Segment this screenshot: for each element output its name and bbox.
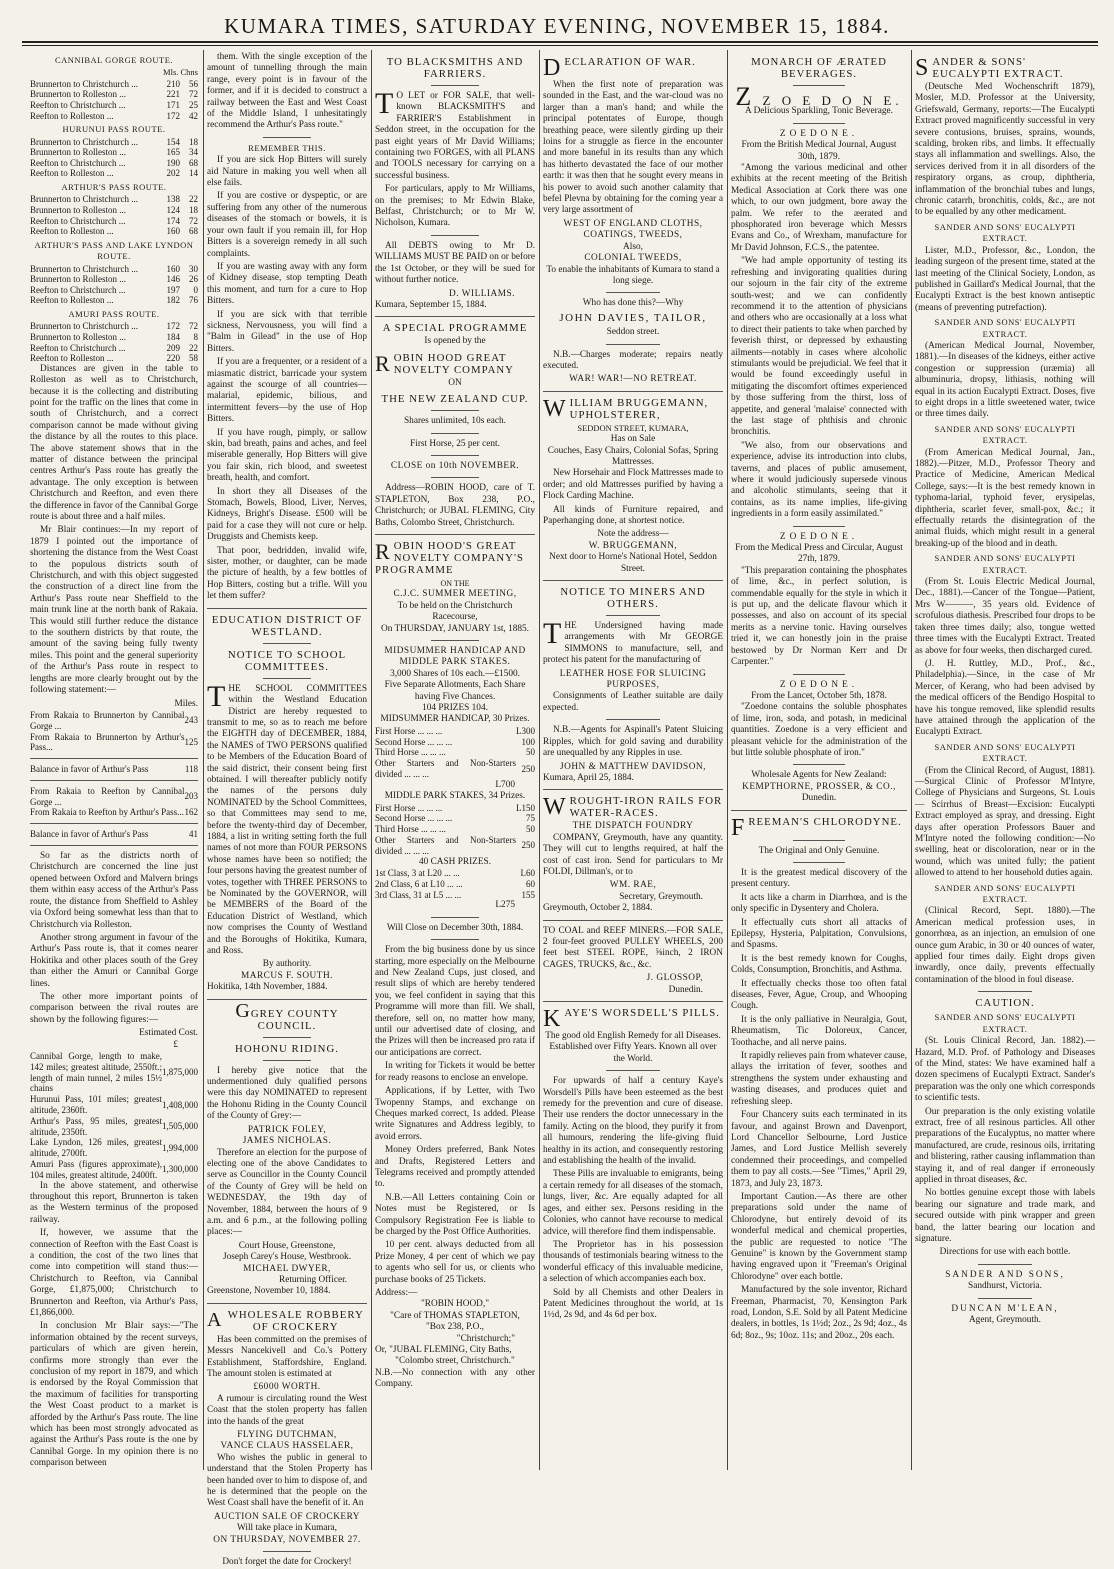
eucalypti-testimonial: (From the Clinical Record, of August, 1881).—Surgical Clinic of Professor M'Intyre, College of Physicians and Surgeons, St. Louis — Scirrhus of Breast—Excision: Eucalypti Extract employed as spray, and dressing. Eight days after operation Professors Bauer and M'Intyre noted the following condition:—No swelling, heat or discoloration, near or in the wound, which was united fully; the patient allowed to attend to her household duties again. (915, 765, 1095, 879)
bruggemann-body: All kinds of Furniture repaired, and Paperhanging done, at shortest notice. (543, 504, 723, 526)
notice-date: Hokitika, 14th November, 1884. (207, 982, 328, 993)
hohonu-heading: HOHONU RIDING. (235, 1042, 339, 1055)
chlorodyne-paragraph: It effectually checks those too often fatal diseases, Fever, Ague, Croup, and Whooping Cough. (731, 978, 907, 1012)
note-address: Note the address— (597, 529, 669, 540)
handicap-heading: MIDSUMMER HANDICAP, 30 Prizes. (380, 714, 530, 725)
zoedone-source: From the British Medical Journal, August 30th, 1879. (741, 140, 897, 162)
zoedone-testimonial (731, 163, 907, 521)
monarch-heading: MONARCH OF ÆRATED BEVERAGES. (751, 56, 887, 80)
advert-paragraph: If you are costive or dyspeptic, or are suffering from any other of the numerous diseases of the stomach or bowels, it is your own fault if you remain ill, for Hop Bitters is a sovereign remedy in all such complaints. (207, 191, 367, 259)
testimonial-paragraph: "We also, from our observations and experience, advise its introduction into clubs, taverns, and places of public amusement, where it would judiciously supersede vinous and alcoholic stimulants, seeing that it contains, as its name implies, life-giving ingredients in a form easily assimilated." (731, 440, 907, 520)
shares-line: 3,000 Shares of 10s each.—£1500. (390, 668, 520, 679)
nominee: PATRICK FOLEY, (247, 1124, 327, 1135)
rails-body: COMPANY, Greymouth, have any quantity. They will cut to lengths required, at half the cost of cast iron. Send for particulars to Mr FOLDI, Dillman's, or to (543, 832, 723, 877)
blacksmith-body: O LET or FOR SALE, that well-known BLACKSMITH'S and FARRIER'S Establishment in Seddon street, in the occupation for the past eight years of Mr David Williams; containing two FORGES, with all PLANS and TOOLS necessary for carrying on a successful business. (375, 91, 535, 181)
estimated-cost-header: Estimated Cost. (139, 1028, 198, 1039)
address-line: "Colombo street, Christchurch." (395, 1356, 515, 1367)
article-paragraph: In conclusion Mr Blair says:—"The information obtained by the recent surveys, particulars of which are given herein, confirms more strongly than ever the conclusion of my report in 1879, and which is endorsed by the Royal Commission that the maximum of facilities for transporting the West Coast product to a market is afforded by the Arthur's Pass route. The line which has been most strongly advocated as against the Arthur's Pass route is the one by Cannibal Gorge. In my opinion there is no comparison between (30, 1321, 198, 1469)
route-row: Reefton to Rolleston ... 182 76 (30, 295, 198, 306)
units-label: Mls. Chns (163, 67, 198, 78)
education-heading: EDUCATION DISTRICT OF WESTLAND. (211, 613, 363, 638)
chlorodyne-paragraph: Important Caution.—As there are other preparations sold under the name of Chlorodyne, but entirely devoid of its wonderful medical and chemical properties, the public are requested to notice "The Genuine" is known by the Government stamp having engraved upon it "Freeman's Original Chlorodyne" over each bottle. (731, 1191, 907, 1282)
venue-line: To be held on the Christchurch Racecourse, (397, 600, 513, 623)
route-row: Reefton to Christchurch ... 209 22 (30, 342, 198, 353)
route-row: Brunnerton to Rolleston ... 146 26 (30, 274, 198, 285)
kaye-paragraph: These Pills are invaluable to emigrants, being a certain remedy for all diseases of the stomach, lungs, liver, &c. Are equally adapted for all ages, and either sex. Persons residing in the Colonies, who cannot have recourse to medical advice, will therefore find them indispensable. (543, 1169, 723, 1237)
auction-heading: AUCTION SALE OF CROCKERY (213, 1511, 361, 1522)
cash-prize-table (375, 868, 535, 900)
robbery-body: Has been committed on the premises of Messrs Nancekivell and Co.'s Pottery Establishment, Staffordshire, England. The amount stolen is estimated at (207, 1334, 367, 1379)
route-row: Reefton to Christchurch ... 197 0 (30, 284, 198, 295)
bruggemann-heading: WILLIAM BRUGGEMANN, UPHOLSTERER, (543, 395, 709, 422)
balance-row: From Rakaia to Reefton by Arthur's Pass... 162 (30, 807, 198, 818)
blacksmith-body: For particulars, apply to Mr Williams, on the premises; to Mr Edwin Blake, Belfast, Christchurch; or to Mr W. Nicholson, Kumara. (375, 184, 535, 229)
furniture-items: Couches, Easy Chairs, Colonial Sofas, Spring Mattresses. (547, 445, 719, 467)
auction-place: Will take place in Kumara, (236, 1523, 338, 1534)
special-programme-heading: A SPECIAL PROGRAMME (382, 322, 528, 335)
by-authority: By authority. (262, 959, 312, 970)
balance-table (30, 710, 198, 753)
enable-line: To enable the inhabitants of Kumara to stand a long siege. (546, 264, 720, 286)
polling-place: Court House, Greenstone, (238, 1240, 336, 1251)
eucalypti-testimonial: Lister, M.D., Professor, &c., London, the leading surgeon of the present time, stated at the last meeting of the Clinical Society, London, as published in Gaillard's Medical Journal, that the Eucalypti Extract is the best known antiseptic (means of preventing putrefaction). (915, 245, 1095, 313)
nominee: JAMES NICHOLAS. (242, 1136, 332, 1147)
signatory: D. WILLIAMS. (449, 288, 515, 299)
who-line: Who has done this?—Why (582, 298, 684, 309)
kaye-body (543, 1076, 723, 1322)
tailor-name: JOHN DAVIES, TAILOR, (559, 311, 707, 324)
cost-row: Hurunui Pass, 101 miles; greatest altitude, 2360ft. 1,408,000 (30, 1094, 198, 1115)
freeman-sub: The Original and Only Genuine. (758, 845, 880, 856)
address-line: "Box 238, P.O., (425, 1322, 485, 1333)
programme-paragraph: From the big business done by us since starting, more especially on the Melbourne and New Zealand Cups, just closed, and result slips of which are hereby tendered you, we feel confident in saying that this Programme will more than fill. We shall, therefore, sell on, no matter how many, until our advertised date of closing, and the Prizes will then be increased pro rata if our anticipations are correct. (375, 945, 535, 1058)
route-row: Brunnerton to Christchurch ... 160 30 (30, 263, 198, 274)
tailor-address: Seddon street. (606, 327, 660, 338)
advert-paragraph: If you are sick with that terrible sickness, Nervousness, you will find a "Balm in Gilead" in the use of Hop Bitters. (207, 309, 367, 354)
chlorodyne-paragraph: Four Chancery suits each terminated in its favour, and against Brown and Davenport, Lord Chancellor Selbourne, Lord Justice James, and Lord Justice Mellish severely condemned their proceedings, and compelled them to pay all costs.—See "Times," April 29, 1873, and July 23, 1873. (731, 1110, 907, 1189)
route-table-amuri (30, 321, 198, 363)
prize-row: First Horse ... ... ... L300 (375, 725, 535, 736)
route-table-lyndon (30, 264, 198, 306)
prize-row: 2nd Class, 6 at L10 ... ... 60 (375, 878, 535, 889)
robbery-body: Who wishes the public in general to understand that the Stolen Property has been handed over to him to dispose of, and he is determined that the people on the West Coast shall have the benefit of it. An (207, 1452, 367, 1509)
robbery-heading: AWHOLESALE ROBBERY OF CROCKERY (207, 1308, 364, 1333)
article-paragraph: In the above statement, and otherwise throughout this report, Brunnerton is taken as the Western terminus of the proposed railway. (30, 1180, 198, 1225)
robbery-body: A rumour is circulating round the West Coast that the stolen property has fallen into the hands of the great (207, 1393, 367, 1427)
blacksmith-body: All DEBTS owing to Mr D. WILLIAMS MUST BE PAID on or before the 1st October, or they will be sued for without further notice. (375, 240, 535, 286)
route-table-hurunui (30, 137, 198, 179)
vance-name: VANCE CLAUS HASSELAER, (220, 1441, 354, 1452)
bruggemann-body: New Horsehair and Flock Mattresses made to order; and old Mattresses purified by having a Flock Carding Machine. (543, 468, 723, 502)
agents-place: Dunedin. (801, 793, 837, 804)
testimonial-paragraph: "Among the various medicinal and other exhibits at the recent meeting of the British Medical Association at Cork there was one which, to our own judgment, bore away the palm. We refer to the æerated and phosphorated iron beverage which Messrs Evans and Co., of Wrexham, manufacture for Mr David Johnson, F.C.S., the patentee. (731, 163, 907, 253)
route-heading: HURUNUI PASS ROUTE. (62, 124, 166, 135)
route-row: Brunnerton to Christchurch ... 210 56 (30, 78, 198, 89)
route-row: Reefton to Rolleston ... 220 58 (30, 353, 198, 364)
signatory: J. GLOSSOP, (646, 973, 703, 984)
grey-notice-body: Therefore an election for the purpose of electing one of the above Candidates to serve as Councillor in the County Council of the County of Grey will be held on WEDNESDAY, the 19th day of November, 1884, between the hours of 9 a.m. and 6 p.m., at the following polling places:— (207, 1147, 367, 1238)
column-divider (203, 50, 204, 1470)
chlorodyne-paragraph: It is the best remedy known for Coughs, Colds, Consumption, Bronchitis, and Asthma. (731, 953, 907, 976)
auction-footer: Don't forget the date for Crockery! (222, 1557, 352, 1568)
eucalypti-heading: SANDER AND SONS' EUCALYPTI EXTRACT. (934, 882, 1076, 905)
notice-heading: NOTICE TO SCHOOL COMMITTEES. (227, 648, 347, 673)
prize-total: L275 (495, 900, 515, 911)
colonial-tweeds: COLONIAL TWEEDS, (584, 253, 682, 264)
masthead (0, 0, 1114, 44)
nb-line: N.B.—No connection with any other Company. (375, 1367, 535, 1390)
allotments-line: Five Separate Allotments, Each Share having Five Chances. (384, 680, 526, 702)
zoedone-testimonial: "Zoedone contains the soluble phosphates of lime, iron, soda, and potash, in medicinal quantities. Zoedone is a very efficient and pleasant vehicle for the administration of the but little soluble phosphate of iron." (731, 702, 907, 758)
balance-row: From Rakaia to Brunnerton by Cannibal Gorge ... 243 (30, 709, 198, 731)
route-row: Reefton to Rolleston ... 160 68 (30, 226, 198, 237)
route-table-cannibal (30, 79, 198, 121)
address-line: Address—ROBIN HOOD, care of T. STAPLETON, Box 238, P.O., Christchurch; or JUBAL FLEMING, City Baths, Colombo Street, Christchurch. (375, 483, 535, 528)
agents-label: Wholesale Agents for New Zealand: (751, 770, 887, 781)
route-heading: ARTHUR'S PASS ROUTE. (61, 181, 167, 192)
signatory: W. BRUGGEMANN, (588, 540, 678, 551)
route-table-arthurs (30, 194, 198, 236)
prize-row: Third Horse ... ... ... 50 (375, 747, 535, 758)
address-line: Or, "JUBAL FLEMING, City Baths, (375, 1345, 512, 1356)
miners-body: HE Undersigned having made arrangements with Mr GEORGE SIMMONS to manufacture, sell, and protect his patent for the manufacturing of (543, 621, 723, 666)
freeman-heading: FREEMAN'S CHLORODYNE. (731, 814, 902, 841)
route-row: Reefton to Christchurch ... 171 25 (30, 100, 198, 110)
article-paragraph: If, however, we assume that the connection of Reefton with the East Coast is a condition, the cost of the two lines that come into competition will stand thus:—Christchurch to Reefton, via Cannibal Gorge, £1,875,000; Christchurch to Brunnerton and Reefton, via Arthur's Pass, £1,866,000. (30, 1228, 198, 1319)
cost-row: Arthur's Pass, 95 miles, greatest altitude, 2350ft. 1,505,000 (30, 1115, 198, 1137)
article-paragraph: Another strong argument in favour of the Arthur's Pass route is, that it comes nearer Hokitika and other places south of the Grey than either the Amuri or Cannibal Gorge lines. (30, 932, 198, 989)
close-date: Will Close on December 30th, 1884. (386, 922, 524, 933)
miners-heading: NOTICE TO MINERS AND OTHERS. (560, 586, 706, 611)
route-row: Brunnerton to Rolleston ... 184 8 (30, 331, 198, 342)
chlorodyne-paragraph: It effectually cuts short all attacks of Epilepsy, Hysteria, Palpitation, Convulsions, and Spasms. (731, 917, 907, 951)
notice-date: Greenstone, November 10, 1884. (207, 1286, 331, 1297)
rails-heading: WROUGHT-IRON RAILS FOR WATER-RACES. (543, 794, 723, 821)
eucalypti-heading: SANDER AND SONS' EUCALYPTI EXTRACT. (934, 1012, 1076, 1034)
route-heading: AMURI PASS ROUTE. (68, 308, 160, 319)
prize-row: Other Starters and Non-Starters divided ... ... ... 250 (375, 835, 535, 856)
masthead-rule-thin (22, 45, 1098, 46)
eucalypti-testimonial: (Deutsche Med Wochenschrift 1879), Mosler, M.D. Professor at the University, Griefswald, Germany, reports:—The Eucalypti Extract proved magnificently successful in very severe contusions, bruises, sprains, wounds, scalding, broken ribs, and limbs. It effectually stays all inflammation and swellings. Also, the services derived from it in all disorders of the respiratory organs, as croup, diphtheria, inflammation of the bronchial tubes and lungs, chronic catarrh, bronchitis, colds, &c., are not to be equalled by any other medicament. (915, 82, 1095, 218)
cost-row: Cannibal Gorge, length to make, 142 miles; greatest altitude, 2550ft.; length of main tunnel, 2 miles 15½ chains 1,875,000 (30, 1050, 198, 1094)
notice-date: Kumara, April 25, 1884. (543, 772, 634, 783)
column-divider (911, 50, 912, 1470)
sander-heading: SANDER & SONS' EUCALYPTI EXTRACT. (915, 55, 1064, 81)
pound-sign: £ (173, 1039, 178, 1050)
leather-hose: LEATHER HOSE FOR SLUICING PURPOSES, (559, 668, 707, 691)
grey-notice-body: I hereby give notice that the undermentioned duly qualified persons were this day NOMINATED to represent the Hohonu Riding in the County Council of the County of Grey:— (207, 1065, 367, 1122)
shares-line: Shares unlimited, 10s each. (404, 416, 506, 427)
route-row: Reefton to Rolleston ... 172 42 (30, 110, 198, 121)
cost-row: Amuri Pass (figures approximate), 104 miles, greatest altitude, 2400ft. 1,300,000 (30, 1158, 198, 1180)
route-row: Brunnerton to Rolleston ... 165 34 (30, 147, 198, 158)
eucalypti-heading: SANDER AND SONS' EUCALYPTI EXTRACT. (934, 553, 1076, 575)
kaye-sub: The good old English Remedy for all Diseases. (545, 1031, 721, 1041)
miners-body: Consignments of Leather suitable are daily expected. (543, 691, 723, 713)
on-the-label: ON THE (440, 578, 470, 588)
eucalypti-heading: SANDER AND SONS' EUCALYPTI EXTRACT. (934, 317, 1076, 339)
nz-cup-heading: THE NEW ZEALAND CUP. (381, 393, 529, 406)
chlorodyne-paragraph: Manufactured by the sole inventor, Richard Freeman, Pharmacist, 70, Kensington Park road, London, S.E. Sold by all Patent Medicine dealers, in bottles, 1s 1½d; 2oz., 2s 9d; 4oz., 4s 6d; 8oz., 9s; 10oz. 11s; and 20oz., 20s each. (731, 1285, 907, 1341)
article-paragraph: Mr Blair continues:—In my report of 1879 I pointed out the importance of shortening the distance from the West Coast to the populous districts south of Christchurch, and with this object suggested the construction of a direct line from the Arthur's Pass route near Sheffield to the main trunk line at the north bank of Rakaia. This would still further reduce the distance to the southern districts by that route, the amount of the saving being fully twenty miles. This point and the general superiority of the Arthur's Pass route in respect to lengths are more clearly brought out by the following statement:— (30, 525, 198, 696)
advert-paragraph: That poor, bedridden, invalid wife, sister, mother, or daughter, can be made the picture of health, by a few bottles of Hop Bitters, costing but a trifle. Will you let them suffer? (207, 545, 367, 602)
address-line: "ROBIN HOOD," (420, 1299, 490, 1310)
signatory: MARCUS F. SOUTH. (241, 970, 333, 981)
address-label: Address:— (375, 1288, 418, 1299)
middle-park-prize-table (375, 803, 535, 857)
first-horse-line: First Horse, 25 per cent. (410, 438, 500, 449)
middle-park-heading: MIDDLE PARK STAKES, 34 Prizes. (384, 791, 526, 802)
on-sale-label: Has on Sale (610, 434, 656, 445)
prize-row: Second Horse ... ... ... 100 (375, 736, 535, 747)
chlorodyne-paragraph: It acts like a charm in Diarrhœa, and is the only specific in Dysentery and Cholera. (731, 892, 907, 915)
directions-line: Directions for use with each bottle. (939, 1247, 1071, 1258)
hop-bitters-advert (207, 155, 367, 602)
signatory: JOHN & MATTHEW DAVIDSON, (560, 761, 706, 772)
caution-heading: CAUTION. (975, 997, 1035, 1010)
eucalypti-testimonial: (J. H. Ruttley, M.D., Prof., &c., Philadelphia).—Since, in the case of Mr Mercer, of Kerang, who had been advised by the medical officers of the Bendigo Hospital to have his tongue removed, like splendid results have attained through the application of the Eucalypti Extract. (915, 658, 1095, 738)
cost-table (30, 1051, 198, 1181)
declaration-heading: DECLARATION OF WAR. (543, 55, 696, 81)
freeman-body (731, 868, 907, 1342)
cash-prizes-heading: 40 CASH PRIZES. (418, 856, 492, 867)
on-label: ON (448, 377, 462, 388)
eucalypti-testimonial: (Clinical Record, Sept. 1880).—The American medical profession uses, in gonorrhœa, as an injection, an emulsion of one ounce gum Arabic, in 30 or 40 ounces of water, applied four times daily. Eight drops given inwardly, once daily, prevents effectually contamination of the blood in foul disease. (915, 906, 1095, 985)
advert-paragraph: If you are wasting away with any form of Kidney disease, stop tempting Death this moment, and turn for a cure to Hop Bitters. (207, 261, 367, 307)
programme-paragraph: N.B.—All Letters containing Coin or Notes must be Registered, or Is Compulsory Registration Fee is liable to be charged by the Post Office Authorities. (375, 1192, 535, 1237)
education-notice-body: HE SCHOOL COMMITTEES within the Westland Education District are hereby requested to transmit to me, so as to reach me before the EIGHTH day of DECEMBER, 1884, the NAMES of TWO PERSONS qualified to be Members of the Education Board of the said district, their consent being first obtained. I will thereafter publicly notify the names of the persons duly NOMINATED by the School Committees, so that Committees may send to me, before the twenty-third day of December, 1884, a list in writing setting forth the full names of not more than FOUR PERSONS whose names have been so notified; the four persons having the greatest number of votes, together with THREE PERSONS to be Nominated by the GOVERNOR, will be MEMBERS of the Board of the Education District of Westland, which now comprises the County of Westland and the Boroughs of Hokitika, Kumara, and Ross. (207, 683, 367, 957)
address-line: "Care of THOMAS STAPLETON, (390, 1310, 520, 1321)
signatory: WM. RAE, (609, 880, 657, 891)
route-row: Brunnerton to Christchurch ... 154 18 (30, 136, 198, 147)
agent-location: Agent, Greymouth. (968, 1315, 1042, 1326)
prize-total: L700 (495, 779, 515, 790)
prize-row: 1st Class, 3 at L20 ... ... L60 (375, 868, 535, 879)
eucalypti-testimonial: (From American Medical Journal, Jan., 1882).—Pitzer, M.D., Professor Theory and Practice of Medicine, American Medical College, says:—It is the best remedy known in typhoma-larial, typhoid fever, erysipelas, diphtheria, scarlet fever, small-pox, &c.; it effectually retards the disintegration of the animal fluids, which might result in a general breaking-up of the blood and in death. (915, 447, 1095, 549)
eucalypti-testimonial: (From St. Louis Electric Medical Journal, Dec., 1881).—Cancer of the Tongue—Patient, Mrs W———, 35 years old. Evidence of scrofulous diathesis. Prescribed four drops to be taken three times daily; also, tongue wetted three times with the Eucalypti Extract. Treated as above for four weeks, then discharged cured. (915, 577, 1095, 656)
article-continuation: them. With the single exception of the amount of tunnelling through the main range, every point is in favour of the former, and if it is decided to construct a railway between the East and West Coast of the Middle Island, I unhesitatingly recommend the Arthur's Pass route." (207, 52, 367, 131)
chlorodyne-paragraph: It is the greatest medical discovery of the present century. (731, 867, 907, 890)
column-adverts (543, 52, 723, 1472)
advert-paragraph: If you have rough, pimply, or sallow skin, bad breath, pains and aches, and feel miserable generally, Hop Bitters will give you fair skin, rich blood, and sweetest breath, health, and comfort. (207, 427, 367, 484)
prize-row: Other Starters and Non-Starters divided ... ... ... 250 (375, 758, 535, 780)
cloth-line: WEST OF ENGLAND CLOTHS, COATINGS, TWEEDS, (563, 218, 703, 241)
notice-date: Greymouth, October 2, 1884. (543, 903, 653, 914)
robbery-amount: £6000 WORTH. (253, 1382, 321, 1393)
miners-nb: N.B.—Agents for Aspinall's Patent Sluicing Ripples, which for gold saving and durability are unequalled by any Ripples in use. (543, 725, 723, 759)
polling-place: Joseph Carey's House, Westbrook. (222, 1252, 352, 1263)
zoedone-testimonial: "This preparation containing the phosphates of lime, &c., in perfect solution, is commendable equally for the style in which it is put up, and the delicate flavour which it possesses, and also on account of its special merits as a nervine tonic. Having ourselves tried it, we can honestly join in the praise bestowed by Dr Norman Kerr and Dr Carpenter." (731, 565, 907, 668)
handicap-prize-table (375, 726, 535, 780)
route-row: Brunnerton to Rolleston ... 124 18 (30, 204, 198, 215)
prize-row: 3rd Class, 31 at L5 ... ... 155 (375, 889, 535, 900)
kaye-paragraph: For upwards of half a century Kaye's Worsdell's Pills have been esteemed as the best remedy for the prevention and cure of disease. Their use renders the doctor unnecessary in the family. Acting on the blood, they purify it from all humours, rendering the life-giving fluid healthy in its action, and consequently restoring and establishing the health of the invalid. (543, 1076, 723, 1167)
balance-row: From Rakaia to Brunnerton by Arthur's Pass... 125 (30, 731, 198, 753)
sander-signature: SANDER AND SONS, (945, 1269, 1065, 1280)
eucalypti-testimonial: No bottles genuine except those with labels bearing our signature and trade mark, and secured outside with pink wrapper and green band, the latter bearing our location and signature. (915, 1188, 1095, 1244)
newspaper-title: KUMARA TIMES, SATURDAY EVENING, NOVEMBER 15, 1884. (224, 14, 890, 38)
meeting-name: C.J.C. SUMMER MEETING, (393, 589, 517, 600)
coal-place: Dunedin. (668, 984, 703, 995)
programme-paragraph: 10 per cent. always deducted from all Prize Money, 4 per cent of which we pay to agents who sell for us, or clients who purchase books of 25 Tickets. (375, 1240, 535, 1285)
column-divider (371, 50, 372, 1470)
zoedone-banner: Z Z O E D O N E. (735, 82, 903, 111)
chlorodyne-paragraph: It rapidly relieves pain from whatever cause, allays the irritation of fever, soothes and strengthens the system under exhausting and wasting diseases, and produces quiet and refreshing sleep. (731, 1051, 907, 1107)
eucalypti-heading: SANDER AND SONS' EUCALYPTI EXTRACT. (934, 741, 1076, 764)
eucalypti-testimonial: (American Medical Journal, November, 1881).—In diseases of the kidneys, either active congestion or suppression (uræmia) all albuminuria, dropsy, lithiasis, nothing will equal in its action Eucalypti Extract. Doses, five to eight drops in a little sweetened water, twice or three times daily. (915, 340, 1095, 420)
balance-row: Balance in favor of Arthur's Pass 41 (30, 829, 198, 840)
route-heading: CANNIBAL GORGE ROUTE. (54, 55, 174, 65)
dropcap-letter: T (207, 679, 226, 713)
bruggemann-location: Next door to Horne's National Hotel, Seddon Street. (549, 552, 717, 574)
advert-paragraph: If you are sick Hop Bitters will surely aid Nature in making you well when all else fails. (207, 155, 367, 189)
column-railway-routes (30, 52, 198, 1472)
declaration-body: When the first note of preparation was sounded in the East, and the war-cloud was no larger than a man's hand; and while the principal potentates of Europe, though breathing peace, were silently girding up their loins for a struggle as fierce in the encounter and more baneful in its results than any which has hitherto devastated the face of our mother earth: it was then that he sought every means in his power to avoid such another calamity that befel Plevna by obtaining for the coming year a very large assortment of (543, 80, 723, 216)
also-label: Also, (623, 241, 643, 252)
prize-row: First Horse ... ... ... L150 (375, 802, 535, 813)
zoedone-source: From the Lancet, October 5th, 1878. (751, 690, 887, 701)
route-heading: ARTHUR'S PASS AND LAKE LYNDON ROUTE. (34, 239, 194, 262)
zoedone-tagline: A Delicious Sparkling, Tonic Beverage. (745, 106, 893, 117)
dropcap-letter: T (375, 87, 394, 120)
article-paragraph: Distances are given in the table to Rolleston as well as to Christchurch, because it is the collecting and distributing point for the traffic on the lines that come in south of Christchurch, and a correct comparison cannot be made without giving the distance by all the routes to this place. The above statement shows that in the matter of distance between the principal centres Arthur's Pass route has greatly the advantage. The only exception is between Christchurch and Reefton, and even there the difference in favor of the Cannibal Gorge route is about three and a half miles. (30, 363, 198, 522)
route-row: Brunnerton to Christchurch ... 138 22 (30, 194, 198, 205)
testimonial-paragraph: "We had ample opportunity of testing its refreshing and invigorating qualities during our sojourn in the fair city of the extreme south-west; and we can confidently recommend it to the attention of physicians and others who are occasionally at a loss what to direct their patients to take when parched by feverish thirst, or depressed by exhausting ailments—notably in cases where alcoholic stimulants would be prejudicial. We feel that it would be found exceedingly useful in mitigating the discomfort oftimes experienced by those suffering from the thirst, loss of appetite, and general 'malaise' connected with the last stage of phthisis and chronic bronchitis. (731, 256, 907, 438)
balance-row: Balance in favor of Arthur's Pass 118 (30, 764, 198, 775)
kaye-paragraph: Sold by all Chemists and other Dealers in Patent Medicines throughout the world, at 1s 1½d, 2s 9d, and 4s 6d per box. (543, 1287, 723, 1321)
route-row: Reefton to Christchurch ... 190 68 (30, 157, 198, 168)
route-row: Reefton to Christchurch ... 174 72 (30, 215, 198, 226)
dropcap-letter: T (543, 617, 562, 651)
robin-hood-programme-heading: ROBIN HOOD'S GREAT NOVELTY COMPANY'S PROGRAMME (375, 538, 524, 576)
column-divider (539, 50, 540, 1470)
programme-paragraph: Applications, if by Letter, with Two Twopenny Stamps, and exchange on Cheques marked correct, 1s added. Please write Signatures and Address legibly, to avoid errors. (375, 1086, 535, 1142)
article-paragraph: So far as the districts north of Christchurch are concerned the line just opened between Oxford and Malvern brings them within easy access of the Arthur's Pass route, the distance from Sheffield to Ashley via Oxford being somewhat less than that to Christchurch via Rolleston. (30, 851, 198, 930)
special-programme-sub: Is opened by the (424, 336, 486, 347)
bruggemann-address: SEDDON STREET, KUMARA, (577, 422, 689, 433)
zoedone-heading: ZOEDONE. (779, 531, 859, 542)
eucalypti-heading: SANDER AND SONS' EUCALYPTI EXTRACT. (934, 221, 1076, 244)
column-divider (727, 50, 728, 1470)
column-notices (207, 52, 367, 1568)
kaye-established: Established over Fifty Years. Known all over the World. (549, 1042, 717, 1064)
column-programme (375, 52, 535, 1472)
article-paragraph: The other more important points of comparison between the rival routes are shown by the following figures:— (30, 991, 198, 1025)
flying-dutchman: FLYING DUTCHMAN, (237, 1430, 337, 1441)
prizes-line: 104 PRIZES 104. (422, 703, 488, 714)
cost-row: Lake Lyndon, 126 miles, greatest altitude, 2700ft. 1,994,000 (30, 1137, 198, 1159)
remember-heading: REMEMBER THIS. (248, 142, 326, 153)
column-eucalypti (915, 52, 1095, 1472)
masthead-rule (22, 41, 1098, 43)
secretary-title: Secretary, Greymouth. (619, 891, 703, 902)
prize-row: Third Horse ... ... ... 50 (375, 824, 535, 835)
route-row: Reefton to Rolleston ... 202 14 (30, 168, 198, 179)
eucalypti-heading: SANDER AND SONS' EUCALYPTI EXTRACT. (934, 423, 1076, 446)
agents-name: KEMPTHORNE, PROSSER, & CO., (742, 781, 896, 792)
kaye-paragraph: The Proprietor has in his possession thousands of testimonials bearing witness to the wonderful efficacy of this invaluable medicine, a selection of which accompanies each box. (543, 1239, 723, 1285)
war-line: WAR! WAR!—NO RETREAT. (569, 374, 697, 385)
advert-paragraph: In short they all Diseases of the Stomach, Bowels, Blood, Liver, Nerves, Kidneys, Bright's Disease. £500 will be paid for a case they will not cure or help. Druggists and Chemists keep. (207, 486, 367, 543)
miles-header: Miles. (174, 698, 198, 709)
signatory: MICHAEL DWYER, (243, 1263, 331, 1274)
column-zoedone (731, 52, 907, 1472)
foundry-name: THE DISPATCH FOUNDRY (572, 821, 694, 832)
notice-date: Kumara, September 15, 1884. (375, 299, 487, 310)
close-line: CLOSE on 10th NOVEMBER. (390, 460, 520, 471)
agent-name: DUNCAN M'LEAN, (951, 1303, 1059, 1314)
prize-row: Second Horse ... ... ... 75 (375, 813, 535, 824)
robin-hood-body (375, 945, 535, 1286)
zoedone-heading: ZOEDONE. (779, 679, 859, 690)
blacksmith-heading: TO BLACKSMITHS AND FARRIERS. (386, 56, 524, 80)
midsummer-heading: MIDSUMMER HANDICAP AND MIDDLE PARK STAKES. (384, 646, 526, 668)
sander-location: Sandhurst, Victoria. (968, 1281, 1042, 1292)
balance-table (30, 786, 198, 818)
kaye-heading: KAYE'S WORSDELL'S PILLS. (543, 1006, 720, 1032)
programme-paragraph: In writing for Tickets it would be better for ready reasons to enclose an envelope. (375, 1061, 535, 1083)
coal-advert: TO COAL and REEF MINERS.—FOR SALE, 2 four-feet grooved PULLEY WHEELS, 200 feet best STEEL ROPE, ⅝inch, 2 IRON CAGES, TRUCKS, &c., &c. (543, 925, 723, 970)
chlorodyne-paragraph: It is the only palliative in Neuralgia, Gout, Rheumatism, Tic Doloreux, Cancer, Toothache, and all nerve pains. (731, 1014, 907, 1048)
robin-hood-heading: ROBIN HOOD GREAT NOVELTY COMPANY (375, 350, 514, 376)
route-row: Brunnerton to Rolleston ... 221 72 (30, 89, 198, 100)
nb-line: N.B.—Charges moderate; repairs neatly executed. (543, 349, 723, 371)
balance-row: From Rakaia to Reefton by Cannibal Gorge ... 203 (30, 785, 198, 807)
grey-county-heading: GGREY COUNTY COUNCIL. (235, 999, 339, 1032)
officer-title: Returning Officer. (279, 1274, 347, 1285)
route-row: Brunnerton to Christchurch ... 172 72 (30, 321, 198, 332)
advert-paragraph: If you are a frequenter, or a resident of a miasmatic district, barricade your system against the scourge of all countries—malarial, epidemic, bilious, and intermittent fevers—by the use of Hop Bitters. (207, 357, 367, 425)
auction-date: ON THURSDAY, NOVEMBER 27. (213, 1534, 361, 1545)
race-date: On THURSDAY, JANUARY 1st, 1885. (380, 623, 529, 634)
eucalypti-testimonial: (St. Louis Clinical Record, Jan. 1882).—Hazard, M.D. Prof. of Pathology and Diseases of the Mind, states: We have examined half a dozen specimens of Eucalypti Extract. Sander's preparation was the only one which corresponds to scientific tests. (915, 1036, 1095, 1104)
programme-paragraph: Money Orders preferred, Bank Notes and Drafts, Registered Letters and Telegrams received and promptly attended to. (375, 1145, 535, 1190)
address-line: "Christchurch;" (456, 1333, 515, 1344)
eucalypti-testimonial: Our preparation is the only existing volatile extract, free of all resinous particles. All other preparations of the Eucalyptus, no matter where manufactured, are crude, resinous oils, irritating and blistering, rather causing inflammation than staying it, and of real danger if erroneously applied in throat diseases, &c. (915, 1106, 1095, 1185)
zoedone-source: From the Medical Press and Circular, August 27th, 1879. (735, 543, 903, 565)
zoedone-heading: ZOEDONE. (779, 128, 859, 139)
